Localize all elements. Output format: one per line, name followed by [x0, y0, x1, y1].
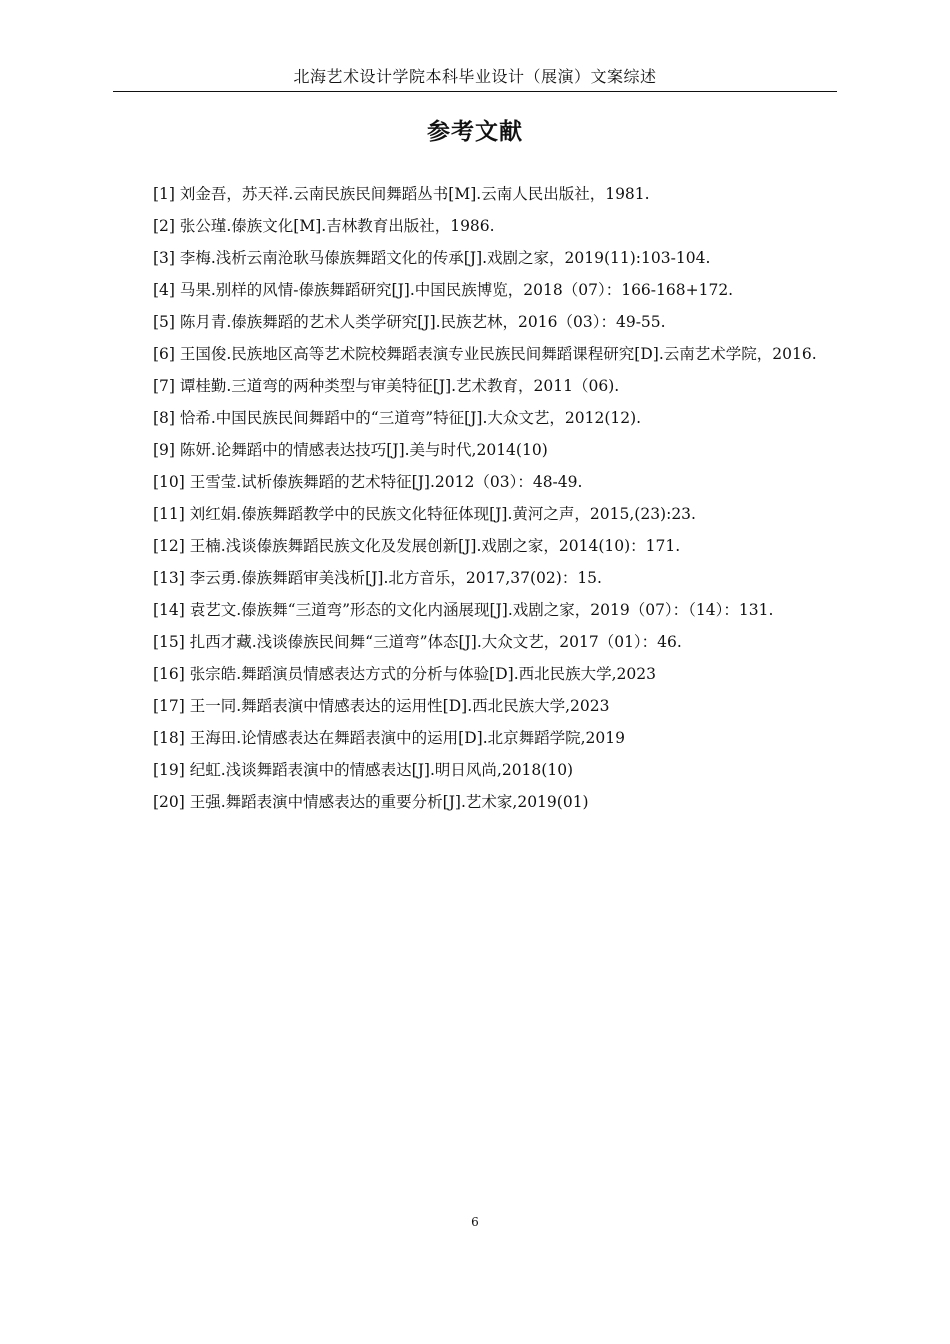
page-number: 6 [471, 1215, 479, 1229]
reference-item-1: [1] 刘金吾，苏天祥.云南民族民间舞蹈丛书[M].云南人民出版社，1981. [153, 185, 650, 203]
reference-item-19: [19] 纪虹.浅谈舞蹈表演中的情感表达[J].明日风尚,2018(10) [153, 761, 574, 779]
reference-item-17: [17] 王一同.舞蹈表演中情感表达的运用性[D].西北民族大学,2023 [153, 697, 610, 715]
reference-item-11: [11] 刘红娟.傣族舞蹈教学中的民族文化特征体现[J].黄河之声，2015,(23):23. [153, 505, 696, 523]
reference-item-14: [14] 袁艺文.傣族舞“三道弯”形态的文化内涵展现[J].戏剧之家，2019（07）：（14）：131. [153, 601, 774, 619]
reference-item-15: [15] 扎西才藏.浅谈傣族民间舞“三道弯”体态[J].大众文艺，2017（01）：46. [153, 633, 682, 651]
reference-item-12: [12] 王楠.浅谈傣族舞蹈民族文化及发展创新[J].戏剧之家，2014(10)：171. [153, 537, 681, 555]
reference-item-8: [8] 恰希.中国民族民间舞蹈中的“三道弯”特征[J].大众文艺，2012(12). [153, 409, 642, 427]
reference-item-4: [4] 马果.别样的风情-傣族舞蹈研究[J].中国民族博览，2018（07）：166-168+172. [153, 281, 734, 299]
reference-item-7: [7] 谭桂勤.三道弯的两种类型与审美特征[J].艺术教育，2011（06). [153, 377, 620, 395]
reference-item-16: [16] 张宗皓.舞蹈演员情感表达方式的分析与体验[D].西北民族大学,2023 [153, 665, 656, 683]
reference-item-6: [6] 王国俊.民族地区高等艺术院校舞蹈表演专业民族民间舞蹈课程研究[D].云南艺术学院，2016. [153, 345, 817, 363]
reference-item-9: [9] 陈妍.论舞蹈中的情感表达技巧[J].美与时代,2014(10) [153, 441, 548, 459]
header-divider [113, 91, 837, 92]
reference-item-3: [3] 李梅.浅析云南沧耿马傣族舞蹈文化的传承[J].戏剧之家，2019(11):103-104. [153, 249, 711, 267]
reference-item-10: [10] 王雪莹.试析傣族舞蹈的艺术特征[J].2012（03）：48-49. [153, 473, 583, 491]
reference-item-18: [18] 王海田.论情感表达在舞蹈表演中的运用[D].北京舞蹈学院,2019 [153, 729, 625, 747]
reference-item-20: [20] 王强.舞蹈表演中情感表达的重要分析[J].艺术家,2019(01) [153, 793, 589, 811]
reference-item-2: [2] 张公瑾.傣族文化[M].吉林教育出版社，1986. [153, 217, 495, 235]
page-title: 参考文献 [427, 119, 523, 145]
reference-item-13: [13] 李云勇.傣族舞蹈审美浅析[J].北方音乐，2017,37(02)：15. [153, 569, 602, 587]
page-header: 北海艺术设计学院本科毕业设计（展演）文案综述 [293, 67, 657, 86]
reference-list [113, 178, 839, 818]
reference-item-5: [5] 陈月青.傣族舞蹈的艺术人类学研究[J].民族艺林，2016（03）：49-55. [153, 313, 666, 331]
